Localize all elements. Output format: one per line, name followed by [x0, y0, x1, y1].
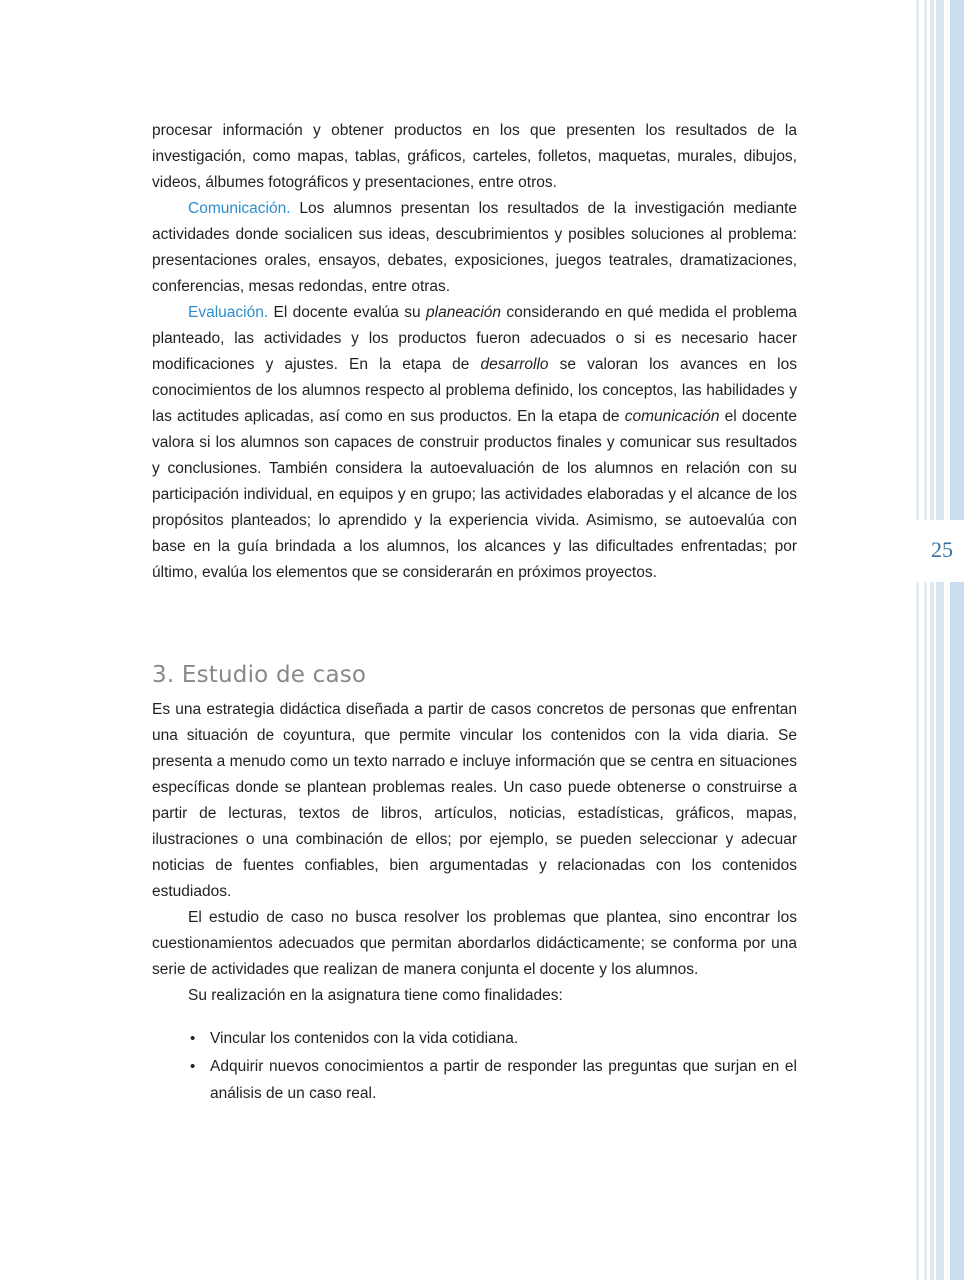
paragraph: [152, 905, 797, 983]
page-number: 25: [931, 537, 953, 562]
paragraph: [152, 300, 797, 586]
page-number-patch: [903, 520, 972, 582]
bullet-marker: •: [190, 1058, 196, 1075]
paragraph: [152, 118, 797, 196]
paragraph-text: planeación: [426, 304, 502, 321]
paragraph-text: El docente evalúa su: [273, 304, 427, 321]
paragraph-lead: Comunicación.: [188, 200, 300, 217]
paragraph: [152, 697, 797, 905]
edge-stripe: [924, 0, 927, 1280]
bullet-list: [152, 1025, 797, 1107]
paragraph-text: se valoran los avances en los conocimientos de los alumnos respecto al problema definido, los conceptos, las habilidades y las actitudes aplicadas, así como en sus productos. En la etapa de: [152, 356, 797, 425]
bullet-text: Adquirir nuevos conocimientos a partir de responder las preguntas que surjan en el análisis de un caso real.: [210, 1058, 797, 1102]
page-body-text: [152, 118, 797, 1108]
paragraph: [152, 196, 797, 300]
paragraph-text: desarrollo: [480, 356, 549, 373]
bullet-item: [152, 1053, 797, 1107]
bullet-item: [152, 1025, 797, 1052]
paragraph-text: Su realización en la asignatura tiene como finalidades:: [188, 987, 563, 1004]
paragraph-text: comunicación: [624, 408, 720, 425]
edge-stripe: [930, 0, 934, 1280]
paragraph-text: considerando en qué medida el problema planteado, las actividades y los productos fueron adecuados o si es necesario hacer modificaciones y ajustes. En la etapa de: [152, 304, 797, 373]
bullet-text: Vincular los contenidos con la vida cotidiana.: [210, 1030, 519, 1047]
bullet-marker: •: [190, 1030, 196, 1047]
paragraph-lead: Evaluación.: [188, 304, 274, 321]
paragraph-text: Los alumnos presentan los resultados de la investigación mediante actividades donde socialicen sus ideas, descubrimientos y posibles soluciones al problema: presentaciones orales, ensayos, debates, exposiciones, juegos teatrales, dramatizaciones, conferencias, mesas redondas, entre otras.: [152, 200, 797, 295]
paragraph-text: Es una estrategia didáctica diseñada a partir de casos concretos de personas que enfrentan una situación de coyuntura, que permite vincular los contenidos con la vida diaria. Se presenta a menudo como un texto narrado e incluye información que se centra en situaciones específicas donde se plantean problemas reales. Un caso puede obtenerse o construirse a partir de lecturas, textos de libros, artículos, noticias, estadísticas, gráficos, mapas, ilustraciones o una combinación de ellos; por ejemplo, se pueden seleccionar y adecuar noticias de fuentes confiables, bien argumentadas y relacionadas con los contenidos estudiados.: [152, 701, 797, 900]
paragraph-text: procesar información y obtener productos en los que presenten los resultados de la investigación, como mapas, tablas, gráficos, carteles, folletos, maquetas, murales, dibujos, videos, álbumes fotográficos y presentaciones, entre otros.: [152, 122, 797, 191]
paragraph-text: el docente valora si los alumnos son capaces de construir productos finales y comunicar sus resultados y conclusiones. También considera la autoevaluación de los alumnos en relación con su participación individual, en equipos y en grupo; las actividades elaboradas y el alcance de los propósitos planteados; lo aprendido y la experiencia vivida. Asimismo, se autoevalúa con base en la guía brindada a los alumnos, los alcances y las dificultades enfrentadas; por último, evalúa los elementos que se considerarán en próximos proyectos.: [152, 408, 797, 581]
paragraph: [152, 983, 797, 1009]
section-heading: 3. Estudio de caso: [152, 662, 367, 688]
paragraph-text: El estudio de caso no busca resolver los problemas que plantea, sino encontrar los cuestionamientos adecuados que permitan abordarlos didácticamente; se conforma por una serie de actividades que realizan de manera conjunta el docente y los alumnos.: [152, 909, 797, 978]
edge-stripe: [936, 0, 944, 1280]
edge-stripe: [950, 0, 964, 1280]
edge-stripe: [916, 0, 919, 1280]
